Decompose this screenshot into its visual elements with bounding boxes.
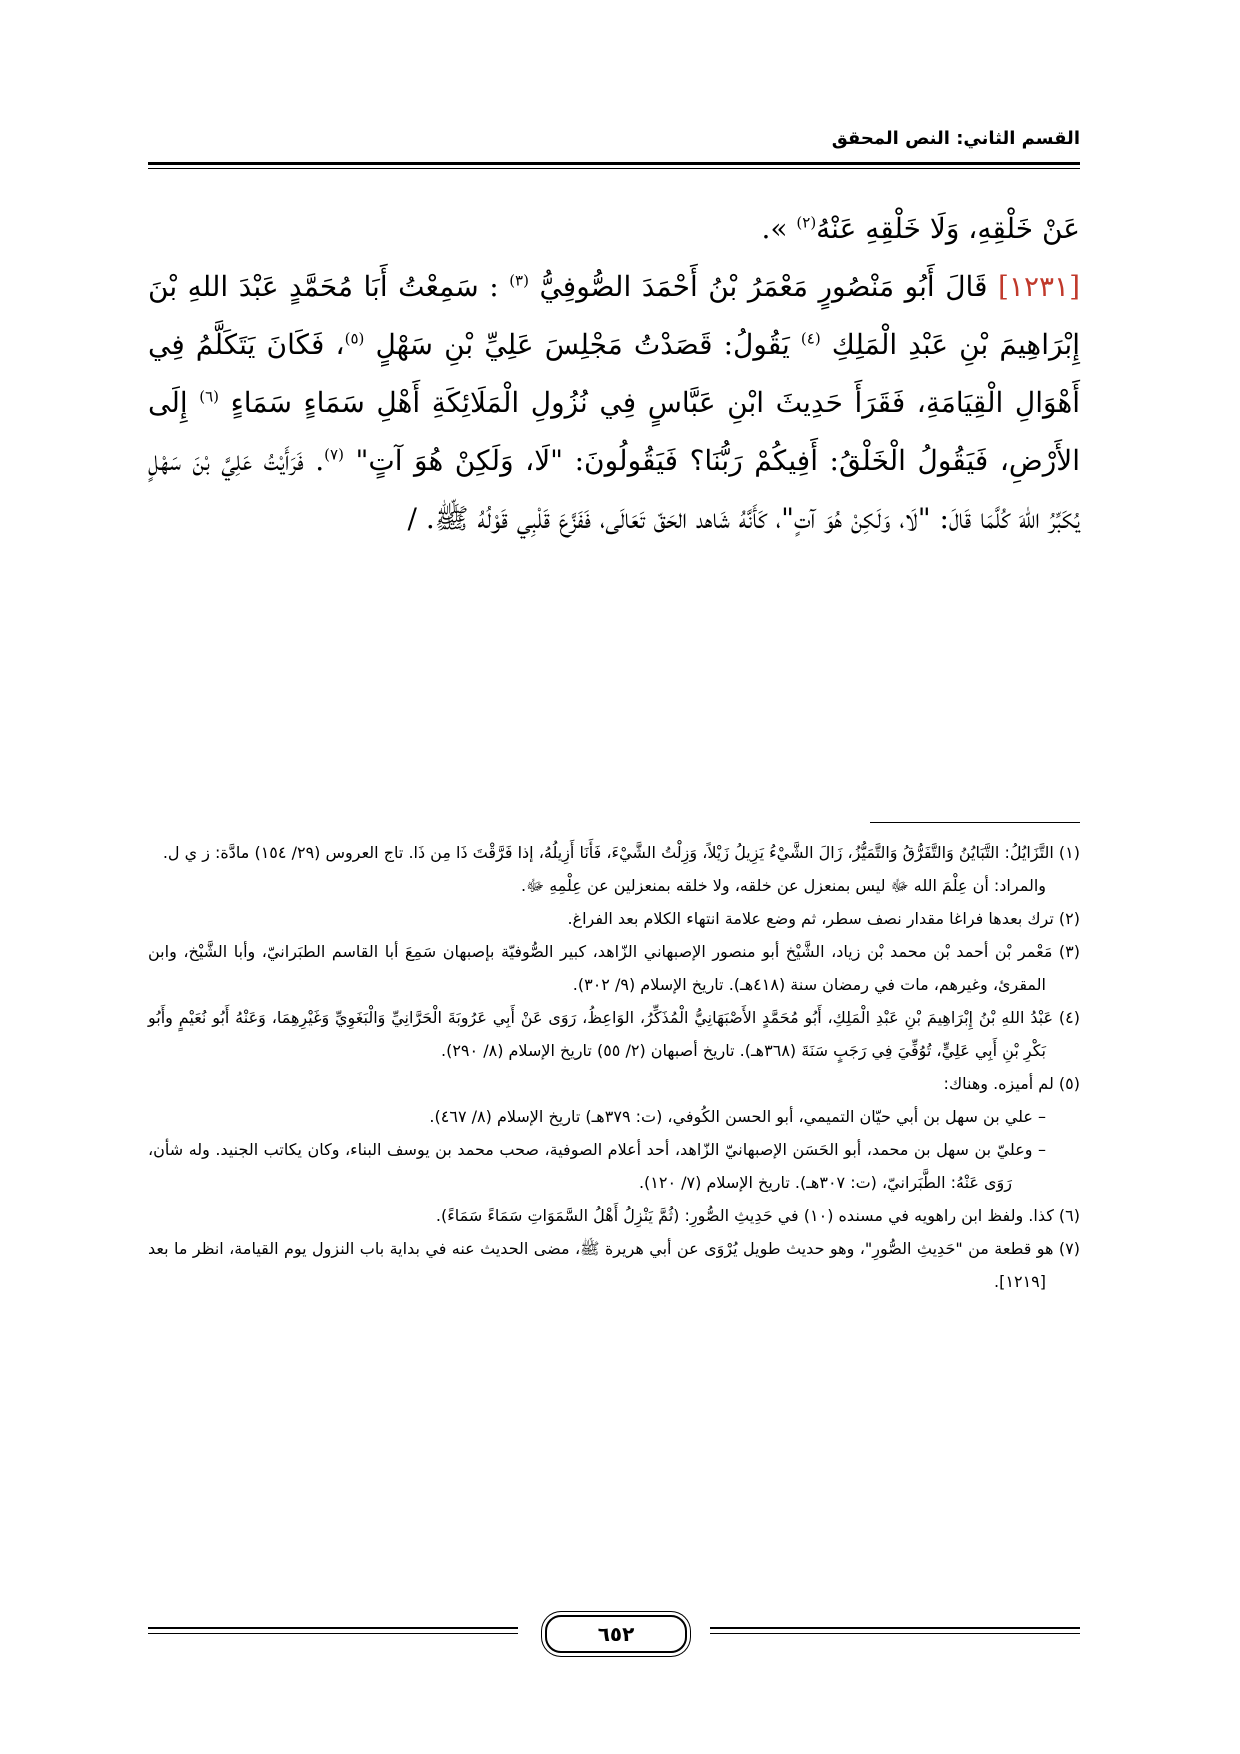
footnote-5: (٥) لم أميزه. وهناك: (943, 1074, 1080, 1093)
footer-rule-left (148, 1627, 518, 1629)
entry-text: قَالَ أَبُو مَنْصُورٍ مَعْمَرُ بْنُ أَحْمَدَ الصُّوفِيُّ (528, 270, 998, 303)
footnote-separator (870, 822, 1080, 823)
running-header: القسم الثاني: النص المحقق (831, 128, 1080, 149)
footnote-3: (٣) مَعْمر بْن أحمد بْن محمد بْن زياد، الشَّيْخ أبو منصور الإصبهاني الزّاهد، كبير الصُّوفيّة بإصبهان سَمِعَ أبا القاسم الطبَرانيّ، وأبا الشَّيْخ، وابن المقرئ، وغيرهم، مات في رمضان سنة (٤١٨هـ). تاريخ الإسلام (٩/ ٣٠٢). (148, 942, 1080, 994)
footer-rule-right (710, 1627, 1080, 1629)
footnote-ref: (٥) (344, 329, 365, 348)
footer-rule-right-thin (710, 1633, 1080, 1634)
entry-text: : سَمِعْتُ أَبَا مُحَمَّدٍ عَبْدَ اللهِ بْنَ إِبْرَاهِيمَ بْنِ عَبْدِ الْمَلِكِ (148, 270, 1081, 361)
footnote-1-note: والمراد: أن عِلْمَ الله ﷻ ليس بمنعزل عن خلقه، ولا خلقه بمنعزلين عن عِلْمِهِ ﷻ. (520, 876, 1046, 895)
intro-text: عَنْ خَلْقِهِ، وَلَا خَلْقِهِ عَنْهُ (816, 212, 1080, 245)
footer-rule-left-thin (148, 1633, 518, 1634)
page-footer (148, 1615, 1080, 1655)
main-text (148, 200, 1080, 548)
entry-text: ، فَكَانَ يَتَكَلَّمُ فِي أَهْوَالِ الْقِيَامَةِ، فَقَرَأَ حَدِيثَ ابْنِ عَبَّاسٍ فِي نُزُولِ الْمَلَائِكَةِ أَهْلِ سَمَاءٍ سَمَاءٍ (148, 328, 1080, 419)
entry-text: يَقُولُ: قَصَدْتُ مَجْلِسَ عَلِيِّ بْنِ سَهْلٍ (364, 328, 801, 361)
footnote-1: (١) التَّزَايُلُ: التَّبَايُنُ وَالتَّفَرُّقُ وَالتَّمَيُّزُ، زَالَ الشَّيْءُ يَزِيلُ زَيْلاً، وَزِلْتُ الشَّيْءَ، فَأَنَا أَزِيلُهُ، إذا فَرَّقْتَ ذَا مِن ذَا. تاج العروس (٢٩/ ١٥٤) مادَّة: ز ي ل. (162, 843, 1080, 862)
footnote-7: (٧) هو قطعة من "حَدِيثِ الصُّورِ"، وهو حديث طويل يُرْوَى عن أبي هريرة ﷺ، مضى الحديث عنه في بداية باب النزول يوم القيامة، انظر ما بعد [١٢١٩]. (148, 1239, 1080, 1291)
footnote-ref: (٢) (796, 213, 817, 232)
entry-text: . فَرَأَيْتُ عَلِيَّ بْنَ سَهْلٍ يُكَبِّرُ اللهَ كُلَّمَا قَالَ: "لَا، وَلَكِنْ هُوَ آتٍ"، كَأَنَّهُ شَاهد الحَقّ تَعَالَى، فَفَزَّعَ قَلْبِي قَوْلُهُ ﷺ. / (148, 444, 1080, 535)
footnote-5-item: – علي بن سهل بن أبي حيّان التميمي، أبو الحسن الكُوفي، (ت: ٣٧٩هـ) تاريخ الإسلام (٨/ ٤٦٧). (429, 1107, 1046, 1126)
entry-text: إِلَى الأَرْضِ، فَيَقُولُ الْخَلْقُ: أَفِيكُمْ رَبُّنَا؟ فَيَقُولُونَ: "لَا، وَلَكِنْ هُوَ آتٍ" (148, 386, 1080, 477)
footnote-2: (٢) ترك بعدها فراغا مقدار نصف سطر، ثم وضع علامة انتهاء الكلام بعد الفراغ. (567, 909, 1080, 928)
header-rule-thin (148, 168, 1080, 169)
footnotes (148, 836, 1080, 1298)
header-rule-thick (148, 162, 1080, 165)
entry-number: [١٢٣١] (997, 270, 1081, 303)
footnote-4: (٤) عَبْدُ اللهِ بْنُ إِبْرَاهِيمَ بْنِ عَبْدِ الْمَلِكِ، أَبُو مُحَمَّدٍ الأَصْبَهَانِيُّ الْمُذَكِّرُ، الوَاعِظُ، رَوَى عَنْ أَبِي عَرُوبَةَ الْحَرَّانِيِّ وَالْبَغَوِيِّ وَغَيْرِهِمَا، وَعَنْهُ أَبُو نُعَيْمٍ وأَبُو بَكْرِ بْنِ أَبِي عَلِيٍّ، تُوُفِّيَ فِي رَجَبٍ سَنَةَ (٣٦٨هـ). تاريخ أصبهان (٢/ ٥٥) تاريخ الإسلام (٨/ ٢٩٠). (148, 1008, 1080, 1060)
intro-end: ». (761, 212, 788, 245)
footnote-ref: (٤) (800, 329, 821, 348)
footnote-6: (٦) كذا. ولفظ ابن راهويه في مسنده (١٠) في حَدِيثِ الصُّورِ: (ثُمَّ يَنْزِلُ أَهْلُ السَّمَوَاتِ سَمَاءً سَمَاءً). (435, 1206, 1080, 1225)
footnote-ref: (٦) (199, 387, 219, 406)
footnote-ref: (٧) (324, 445, 344, 464)
intro-line (148, 200, 1080, 258)
footnote-ref: (٣) (509, 271, 529, 290)
entry-paragraph (148, 258, 1080, 548)
footnote-5-item: – وعليّ بن سهل بن محمد، أبو الحَسَن الإصبهانيّ الزّاهد، أحد أعلام الصوفية، صحب محمد بن يوسف البناء، وكان يكاتب الجنيد. وله شأن، رَوَى عَنْهُ: الطَّبَرانيّ، (ت: ٣٠٧هـ). تاريخ الإسلام (٧/ ١٢٠). (148, 1140, 1046, 1192)
page-number: ٦٥٢ (545, 1615, 687, 1653)
